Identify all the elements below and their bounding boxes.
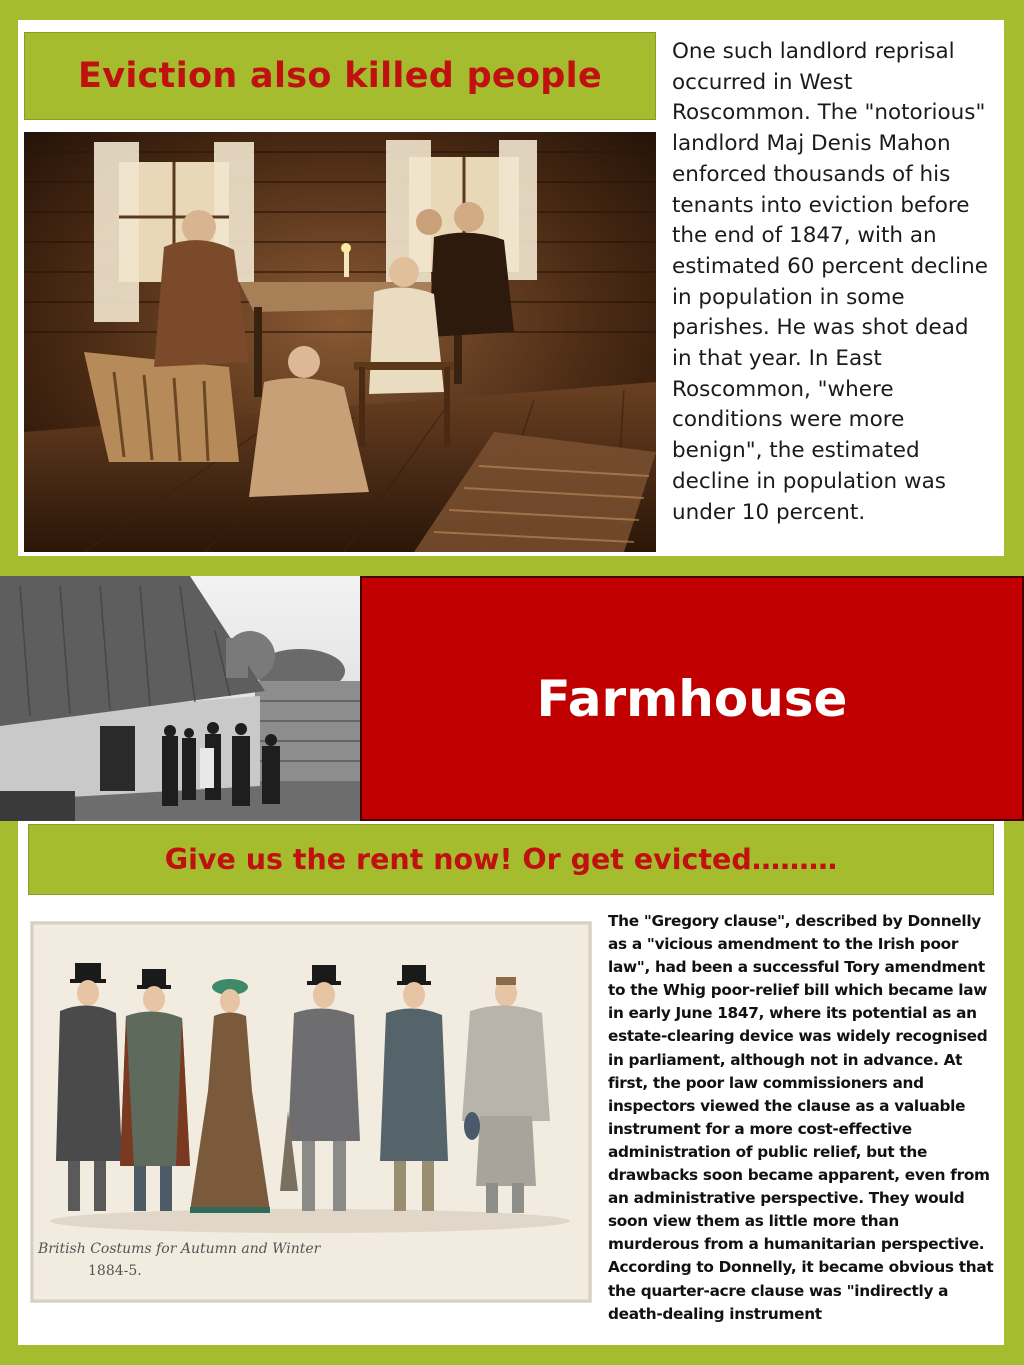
costume-caption-line1: British Costums for Autumn and Winter — [38, 1241, 321, 1257]
costume-caption-line2: 1884-5. — [88, 1263, 142, 1279]
farmhouse-title: Farmhouse — [536, 669, 848, 728]
farmhouse-panel — [360, 576, 1024, 821]
banner-eviction-title: Eviction also killed people — [78, 56, 602, 96]
top-paragraph: One such landlord reprisal occurred in West Roscommon. The "notorious" landlord Maj Denis Mahon enforced thousands of his tenants into eviction before the end of 1847, with an estimated 60 percent decline in population in some parishes. He was shot dead in that year. In East Roscommon, "where conditions were more benign", the estimated decline in population was under 10 percent. — [672, 39, 988, 525]
banner-rent — [28, 824, 994, 895]
top-panel — [18, 20, 1004, 556]
photo-costume-plate — [30, 921, 592, 1303]
banner-rent-title: Give us the rent now! Or get evicted……… — [164, 843, 838, 876]
bottom-paragraph: The "Gregory clause", described by Donnelly as a "vicious amendment to the Irish poor law", had been a successful Tory amendment to the Whig poor-relief bill which became law in early June 1847, where its potential as an estate-clearing device was widely recognised in parliament, although not in advance. At first, the poor law commissioners and inspectors viewed the clause as a valuable instrument for a more cost-effective administration of public relief, but the drawbacks soon became apparent, even from an administrative perspective. They would soon view them as little more than murderous from a humanitarian perspective. According to Donnelly, it became obvious that the quarter-acre clause was "indirectly a death-dealing instrument — [608, 912, 994, 1323]
photo-thatched-cottage — [0, 576, 360, 821]
photo-family-interior — [24, 132, 656, 552]
banner-eviction — [24, 32, 656, 120]
bottom-panel — [18, 821, 1004, 1345]
